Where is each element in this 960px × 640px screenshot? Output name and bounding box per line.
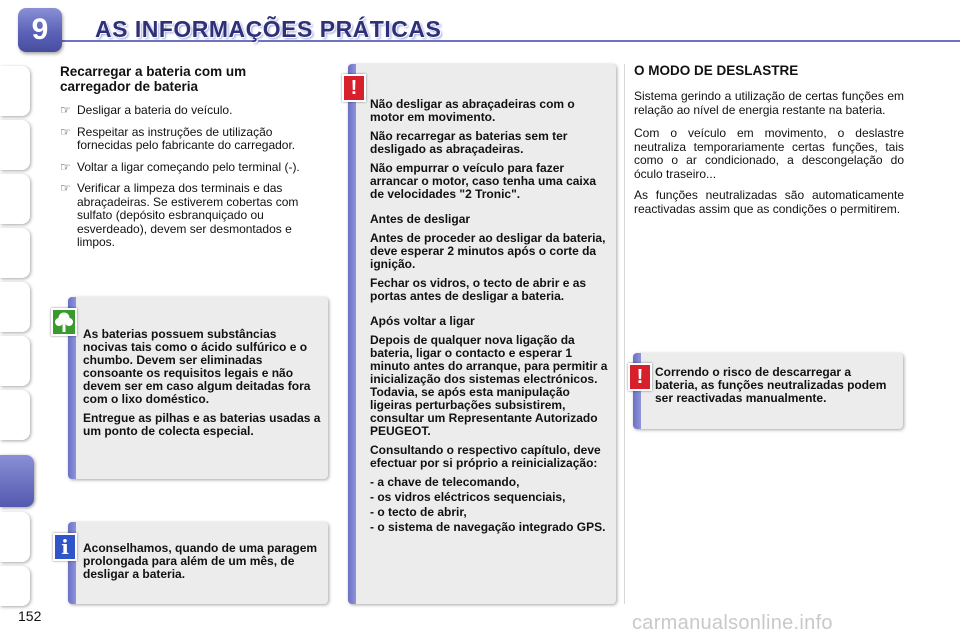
side-tab[interactable] xyxy=(0,174,30,224)
info-box xyxy=(68,522,328,604)
pointing-hand-icon: ☞ xyxy=(60,159,71,174)
pointing-hand-icon: ☞ xyxy=(60,181,71,195)
paragraph: Sistema gerindo a utilização de certas funções em relação ao nível de energia restante na bateria. xyxy=(634,89,904,117)
bullet-list xyxy=(60,104,330,250)
environment-note-text: As baterias possuem substâncias nocivas tais como o ácido sulfúrico e o chumbo. Devem ser eliminadas consoante os requisitos legais e não devem ser em caso algum deitadas fora com o lixo doméstico. xyxy=(83,327,311,406)
warning-main-content xyxy=(370,98,608,536)
list-item xyxy=(60,104,330,118)
side-tab[interactable] xyxy=(0,390,30,440)
side-tab[interactable] xyxy=(0,228,30,278)
chapter-number-badge[interactable]: 9 xyxy=(18,8,62,52)
list-item-text: Voltar a ligar começando pelo terminal (-). xyxy=(77,159,300,174)
pointing-hand-icon: ☞ xyxy=(60,124,71,139)
warning-text: Fechar os vidros, o tecto de abrir e as portas antes de desligar a bateria. xyxy=(370,276,587,303)
list-item-text: Respeitar as instruções de utilização fornecidas pelo fabricante do carregador. xyxy=(77,124,296,152)
list-item: - o sistema de navegação integrado GPS. xyxy=(370,520,606,534)
list-item: - a chave de telecomando, xyxy=(370,475,520,489)
side-tab[interactable] xyxy=(0,566,30,606)
side-tab[interactable] xyxy=(0,512,30,562)
environment-note-text: Entregue as pilhas e as baterias usadas a um ponto de colecta especial. xyxy=(83,411,321,438)
reinit-list xyxy=(370,476,608,534)
section-title-load-shedding: O MODO DE DESLASTRE xyxy=(634,63,799,78)
warning-text: Não desligar as abraçadeiras com o motor em movimento. xyxy=(370,97,575,124)
list-item-text: a chave de telecomando, xyxy=(377,475,520,489)
list-item xyxy=(60,182,330,250)
section-title-line: Recarregar a bateria com um xyxy=(60,64,247,79)
info-note-text: Aconselhamos, quando de uma paragem prolongada para além de um mês, de desligar a bateria. xyxy=(83,541,318,581)
side-tab[interactable] xyxy=(0,120,30,170)
side-tab-active[interactable] xyxy=(0,455,34,507)
section-title-recharge xyxy=(60,64,330,94)
left-section xyxy=(60,64,330,258)
side-tab[interactable] xyxy=(0,336,30,386)
subheading-before-disconnect: Antes de desligar xyxy=(370,212,471,226)
warning-icon: ! xyxy=(628,363,652,391)
page-number: 152 xyxy=(18,608,42,624)
watermark: carmanualsonline.info xyxy=(632,612,833,634)
environment-box-content xyxy=(83,328,321,444)
warning-side-text: Correndo o risco de descarregar a bateria, as funções neutralizadas podem ser reactivadas manualmente. xyxy=(655,365,887,405)
right-section xyxy=(634,63,904,216)
warning-text: Consultando o respectivo capítulo, deve efectuar por si próprio a reinicialização: xyxy=(370,443,601,470)
warning-text: Antes de proceder ao desligar da bateria, deve esperar 2 minutos após o corte da ignição. xyxy=(370,231,606,271)
list-item-text: o sistema de navegação integrado GPS. xyxy=(377,520,606,534)
section-title-line: carregador de bateria xyxy=(60,79,199,94)
warning-main-box xyxy=(348,64,616,604)
list-item xyxy=(60,161,330,175)
warning-text: Não recarregar as baterias sem ter desligado as abraçadeiras. xyxy=(370,129,568,156)
list-item-text: os vidros eléctricos sequenciais, xyxy=(377,490,566,504)
list-item-text: Verificar a limpeza dos terminais e das abraçadeiras. Se estiverem cobertas com sulfato (depósito esbranquiçado ou esverdeado), devem ser desmontados e limpos. xyxy=(77,181,299,249)
column-divider xyxy=(624,64,625,604)
side-tab[interactable] xyxy=(0,282,30,332)
warning-side-box xyxy=(633,353,903,429)
warning-icon: ! xyxy=(342,74,366,102)
list-item xyxy=(60,126,330,153)
list-item-text: o tecto de abrir, xyxy=(377,505,467,519)
page-title: AS INFORMAÇÕES PRÁTICAS xyxy=(95,16,442,42)
list-item: - o tecto de abrir, xyxy=(370,505,467,519)
list-item: - os vidros eléctricos sequenciais, xyxy=(370,490,566,504)
warning-text: Não empurrar o veículo para fazer arrancar o motor, caso tenha uma caixa de velocidades "2 Tronic". xyxy=(370,161,597,201)
side-tab[interactable] xyxy=(0,66,30,116)
tree-icon xyxy=(51,308,77,336)
box-accent-strip xyxy=(348,64,356,604)
warning-text: Depois de qualquer nova ligação da bateria, ligar o contacto e esperar 1 minuto antes do arranque, para permitir a inicialização dos sistemas electrónicos. Todavia, se após esta manipulação ligeiras perturbações subsistirem, consultar um Representante Autorizado PEUGEOT. xyxy=(370,333,608,438)
list-item-text: Desligar a bateria do veículo. xyxy=(77,103,233,117)
pointing-hand-icon: ☞ xyxy=(60,103,71,117)
paragraph: Com o veículo em movimento, o deslastre neutraliza temporariamente certas funções, tais como o ar condicionado, a descongelação do óculo traseiro... xyxy=(634,126,904,181)
subheading-after-reconnect: Após voltar a ligar xyxy=(370,314,475,328)
paragraph: As funções neutralizadas são automaticamente reactivadas assim que as condições o permitirem. xyxy=(634,188,904,216)
environment-box xyxy=(68,297,328,479)
info-icon: i xyxy=(53,533,77,561)
